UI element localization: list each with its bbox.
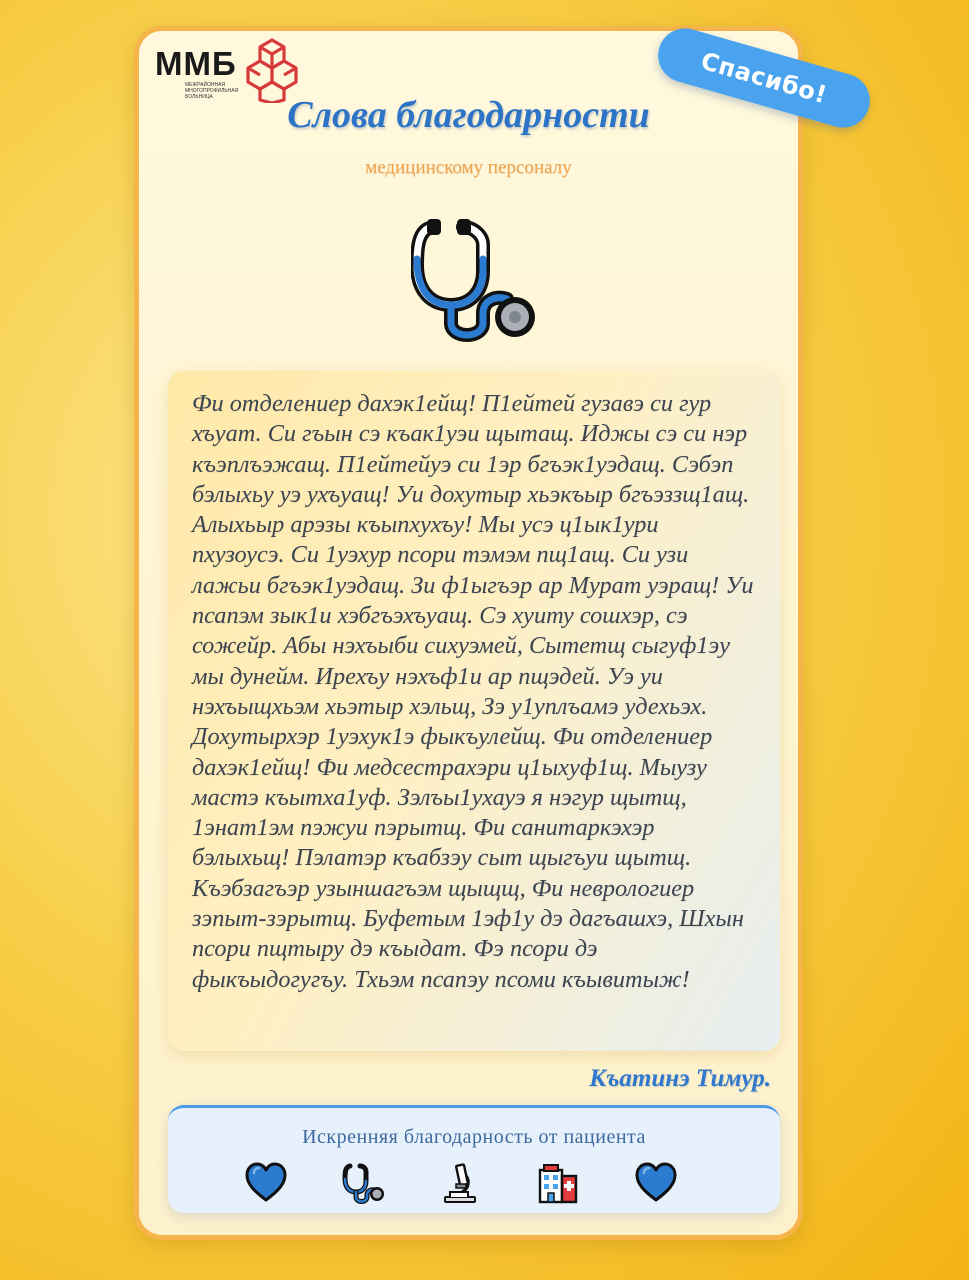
page-subtitle: медицинскому персоналу: [365, 157, 572, 178]
logo-subtitle: МЕЖРАЙОННАЯ МНОГОПРОФИЛЬНАЯ БОЛЬНИЦА: [185, 82, 239, 100]
thank-you-letter: [168, 371, 780, 1051]
author-signature: Къатинэ Тимур.: [589, 1065, 771, 1092]
stethoscope-icon: [411, 215, 539, 345]
stethoscope-icon: [342, 1162, 386, 1204]
ribbon-label: Спасибо!: [697, 46, 831, 110]
footer-panel: [168, 1105, 780, 1213]
heart-icon: [634, 1162, 678, 1204]
letter-text: Фи отделениер дахэк1ейщ! П1ейтей гузавэ си гур хъуат. Си гъын сэ къак1уэи щытащ. Иджы сэ си нэр къэплъэжащ. П1ейтейуэ си 1эр бгъэк1уэдащ. Сэбэп бэлыхьу уэ ухъуащ! Уи дохутыр хьэкъыр бгъэззщ1ащ. Алыхьыр арэзы къыпхухъу! Мы усэ ц1ык1ури пхузоусэ. Си 1уэхур псори тэмэм пщ1ащ. Си узи лажьи бгъэк1уэдащ. Зи ф1ыгъэр ар Мурат уэращ! Уи псапэм зык1и хэбгъэхъуащ. Сэ хуиту сошхэр, сэ сожейр. Абы нэхъыби сихуэмей, Сытетщ сыгуф1эу мы дунейм. Ирехъу нэхъф1и ар пщэдей. Уэ уи нэхъыщхьэм хьэтыр хэльщ, Зэ у1уплъамэ удехьэх. Дохутырхэр 1уэхук1э фыкъулейщ. Фи отделениер дахэк1ейщ! Фи медсестрахэри ц1ыхуф1щ. Мыузу мастэ къытха1уф. Зэлъы1ухауэ я нэгур щытщ, 1энат1эм пэжуи пэрытщ. Фи санитаркэхэр бэлыхьщ! Пэлатэр къабзэу сыт щыгъуи щытщ. Къэбзагъэр узыншагъэм щыщщ, Фи неврологиер зэпыт-зэрытщ. Буфетым 1эф1у дэ дагъашхэ, Шхын псори пщтыру дэ къыдат. Фэ псори дэ фыкъыдогугъу. Тхьэм псапэу псоми къывитыж!: [192, 390, 754, 993]
microscope-icon: [438, 1162, 482, 1204]
footer-text: Искренняя благодарность от пациента: [302, 1126, 646, 1148]
logo-name: ММБ: [155, 45, 237, 82]
hospital-icon: [536, 1162, 580, 1204]
thank-you-card: [134, 26, 831, 1240]
heart-icon: [244, 1162, 288, 1204]
page-title: Слова благодарности: [287, 94, 650, 136]
